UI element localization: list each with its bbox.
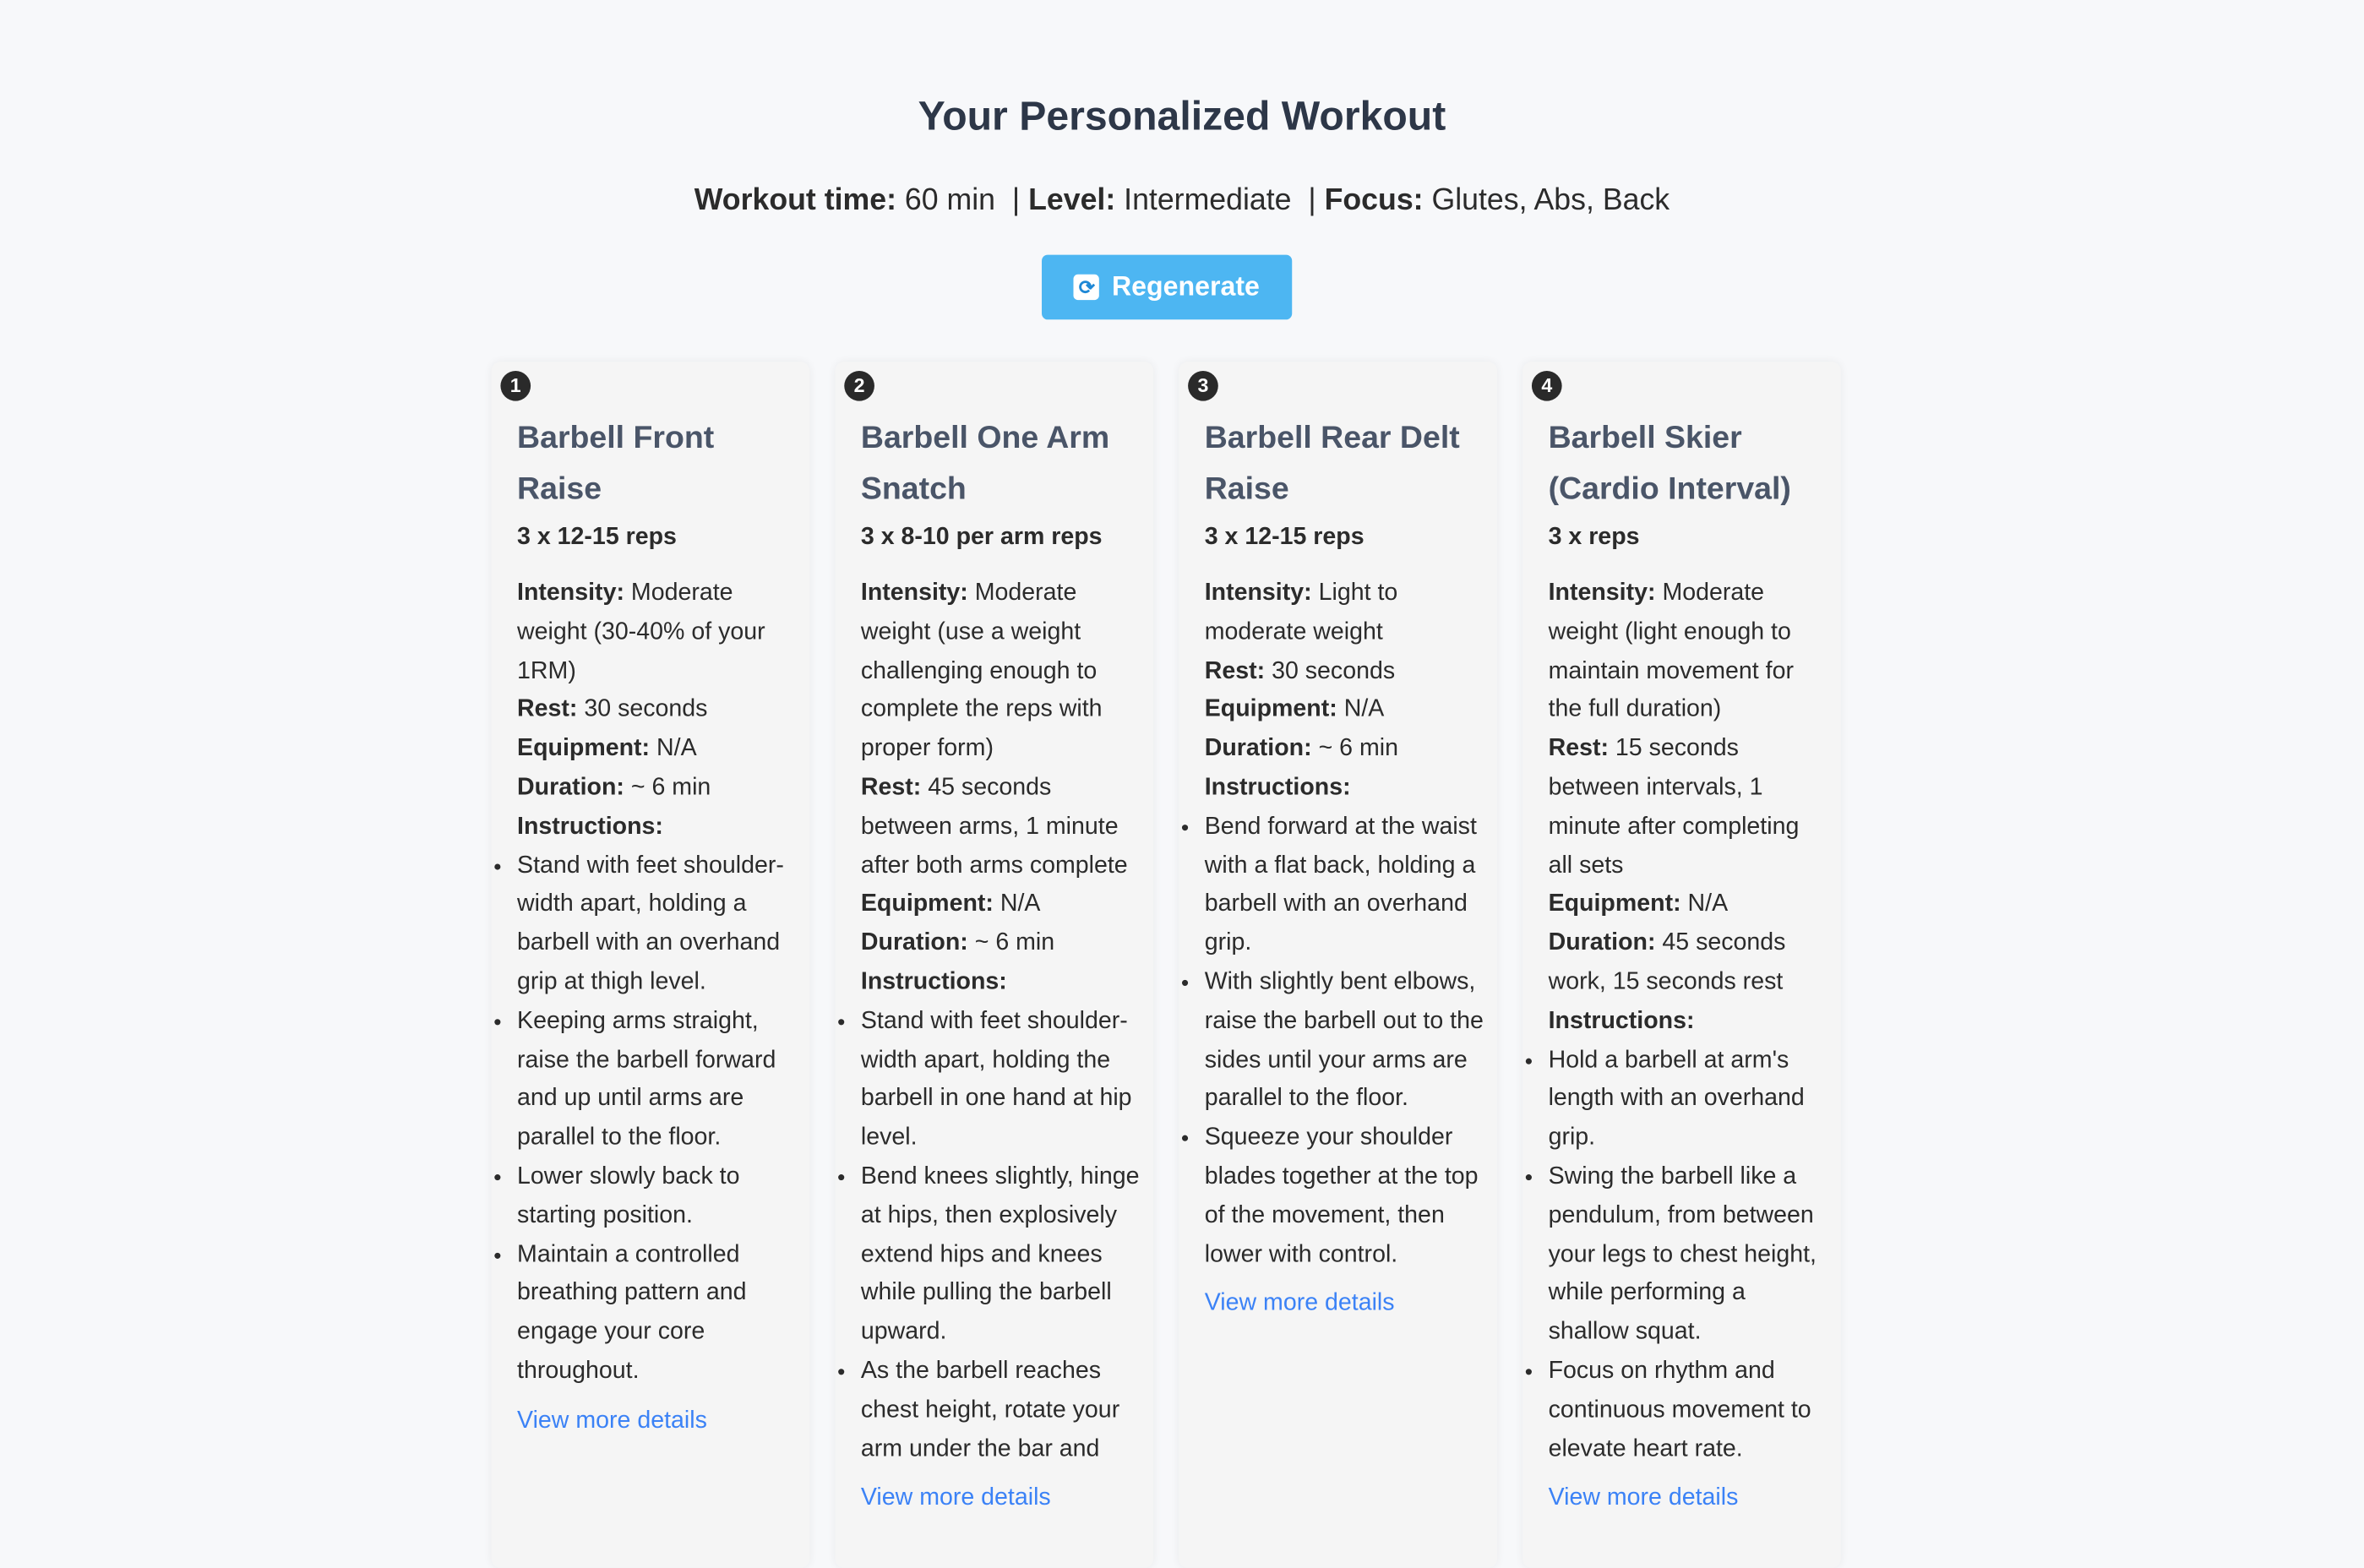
duration-label: Duration: (517, 775, 624, 801)
exercise-card (836, 362, 1154, 1568)
exercise-number-badge: 4 (1532, 371, 1562, 401)
instructions-label: Instructions: (1204, 775, 1351, 801)
rest-row (1549, 730, 1829, 885)
rest-value: 30 seconds (584, 697, 708, 723)
rest-value: 15 seconds between intervals, 1 minute after completing all sets (1548, 736, 1800, 879)
instructions-list (1549, 1041, 1829, 1468)
exercise-reps: 3 x 12-15 reps (1204, 524, 1364, 551)
instruction-item: • Swing the barbell like a pendulum, from between your legs to chest height, while performing a shallow squat. (1549, 1157, 1829, 1352)
exercise-reps: 3 x reps (1548, 524, 1640, 551)
focus-value: Glutes, Abs, Back (1431, 183, 1670, 217)
equipment-label: Equipment: (1204, 697, 1337, 723)
workout-summary: Workout time: 60 min | Level: Intermediate | Focus: Glutes, Abs, Back (694, 183, 1670, 217)
exercise-title: Barbell Front Raise (517, 420, 715, 507)
rest-label: Rest: (860, 775, 922, 801)
exercise-title: Barbell Rear Delt Raise (1204, 420, 1460, 507)
instructions-heading (517, 808, 798, 847)
instruction-item: • Maintain a controlled breathing pattern and engage your core throughout. (517, 1235, 798, 1391)
rest-row (861, 769, 1141, 885)
level-value: Intermediate (1124, 183, 1292, 217)
exercise-title: Barbell Skier (Cardio Interval) (1548, 420, 1791, 507)
rest-row (1205, 652, 1485, 691)
refresh-icon: ⟳ (1074, 275, 1099, 300)
rest-label: Rest: (1548, 736, 1609, 762)
duration-row (1549, 924, 1829, 1002)
exercise-number-badge: 3 (1188, 371, 1218, 401)
equipment-label: Equipment: (517, 736, 651, 762)
intensity-row (1205, 574, 1485, 652)
instruction-item: • With slightly bent elbows, raise the barbell out to the sides until your arms are parallel to the floor. (1205, 963, 1485, 1119)
intensity-value: Moderate weight (30-40% of your 1RM) (517, 580, 765, 684)
regenerate-button[interactable] (1042, 255, 1292, 320)
duration-value: ~ 6 min (630, 775, 711, 801)
view-more-details-link[interactable]: View more details (1204, 1291, 1395, 1317)
instruction-item: • Stand with feet shoulder-width apart, holding the barbell in one hand at hip level. (861, 1002, 1141, 1157)
intensity-row (1549, 574, 1829, 730)
equipment-row (861, 885, 1141, 924)
intensity-value: Moderate weight (use a weight challenging enough to complete the reps with proper form) (860, 580, 1103, 762)
instructions-list (517, 847, 798, 1391)
intensity-label: Intensity: (1204, 580, 1312, 607)
exercise-number-badge: 1 (500, 371, 531, 401)
instruction-item: • Focus on rhythm and continuous movement to elevate heart rate. (1549, 1352, 1829, 1468)
equipment-row (1205, 691, 1485, 730)
rest-value: 30 seconds (1272, 658, 1396, 684)
rest-label: Rest: (517, 697, 578, 723)
intensity-label: Intensity: (1548, 580, 1656, 607)
regenerate-label: Regenerate (1111, 271, 1260, 302)
duration-value: ~ 6 min (1318, 736, 1399, 762)
level-label: Level: (1028, 183, 1116, 217)
duration-row (517, 769, 798, 808)
time-label: Workout time: (694, 183, 896, 217)
instructions-label: Instructions: (1548, 1008, 1695, 1034)
exercise-card (1522, 362, 1841, 1568)
intensity-value: Moderate weight (light enough to maintain movement for the full duration) (1548, 580, 1794, 723)
instructions-label: Instructions: (517, 814, 663, 840)
duration-label: Duration: (860, 930, 968, 956)
intensity-label: Intensity: (517, 580, 624, 607)
equipment-value: N/A (1343, 697, 1385, 723)
duration-row (861, 924, 1141, 963)
focus-label: Focus: (1324, 183, 1424, 217)
equipment-label: Equipment: (860, 891, 994, 917)
exercise-number-badge: 2 (844, 371, 874, 401)
view-more-details-link[interactable]: View more details (1548, 1485, 1739, 1511)
duration-row (1205, 730, 1485, 769)
duration-label: Duration: (1548, 930, 1656, 956)
intensity-value: Light to moderate weight (1204, 580, 1398, 645)
page-title: Your Personalized Workout (918, 93, 1446, 139)
instructions-heading (1549, 1002, 1829, 1041)
instruction-item: • Keeping arms straight, raise the barbell forward and up until arms are parallel to the floor. (517, 1002, 798, 1157)
exercise-card (492, 362, 810, 1568)
intensity-row (517, 574, 798, 691)
instructions-heading (861, 963, 1141, 1002)
instructions-list (1205, 808, 1485, 1274)
equipment-row (1549, 885, 1829, 924)
duration-value: ~ 6 min (974, 930, 1055, 956)
instructions-label: Instructions: (860, 969, 1007, 995)
view-more-details-link[interactable]: View more details (860, 1485, 1051, 1511)
duration-label: Duration: (1204, 736, 1312, 762)
equipment-value: N/A (656, 736, 697, 762)
instructions-list (861, 1002, 1141, 1468)
instruction-item: • Bend knees slightly, hinge at hips, then explosively extend hips and knees while pulling the barbell upward. (861, 1157, 1141, 1352)
exercise-title: Barbell One Arm Snatch (860, 420, 1110, 507)
equipment-row (517, 730, 798, 769)
exercise-reps: 3 x 12-15 reps (517, 524, 677, 551)
instructions-heading (1205, 769, 1485, 808)
equipment-value: N/A (1687, 891, 1729, 917)
time-value: 60 min (904, 183, 996, 217)
intensity-label: Intensity: (860, 580, 968, 607)
instruction-item: • Lower slowly back to starting position. (517, 1157, 798, 1235)
exercise-card (1179, 362, 1497, 1568)
instruction-item: • As the barbell reaches chest height, rotate your arm under the bar and (861, 1352, 1141, 1468)
view-more-details-link[interactable]: View more details (517, 1407, 707, 1434)
instruction-item: • Stand with feet shoulder-width apart, holding a barbell with an overhand grip at thigh level. (517, 847, 798, 1002)
rest-row (517, 691, 798, 730)
instruction-item: • Squeeze your shoulder blades together at the top of the movement, then lower with control. (1205, 1119, 1485, 1274)
equipment-label: Equipment: (1548, 891, 1681, 917)
rest-label: Rest: (1204, 658, 1266, 684)
exercise-reps: 3 x 8-10 per arm reps (860, 524, 1103, 551)
duration-value: 45 seconds work, 15 seconds rest (1548, 930, 1786, 995)
instruction-item: • Bend forward at the waist with a flat back, holding a barbell with an overhand grip. (1205, 808, 1485, 963)
intensity-row (861, 574, 1141, 769)
instruction-item: • Hold a barbell at arm's length with an overhand grip. (1549, 1041, 1829, 1157)
equipment-value: N/A (1000, 891, 1041, 917)
rest-value: 45 seconds between arms, 1 minute after both arms complete (860, 775, 1128, 879)
